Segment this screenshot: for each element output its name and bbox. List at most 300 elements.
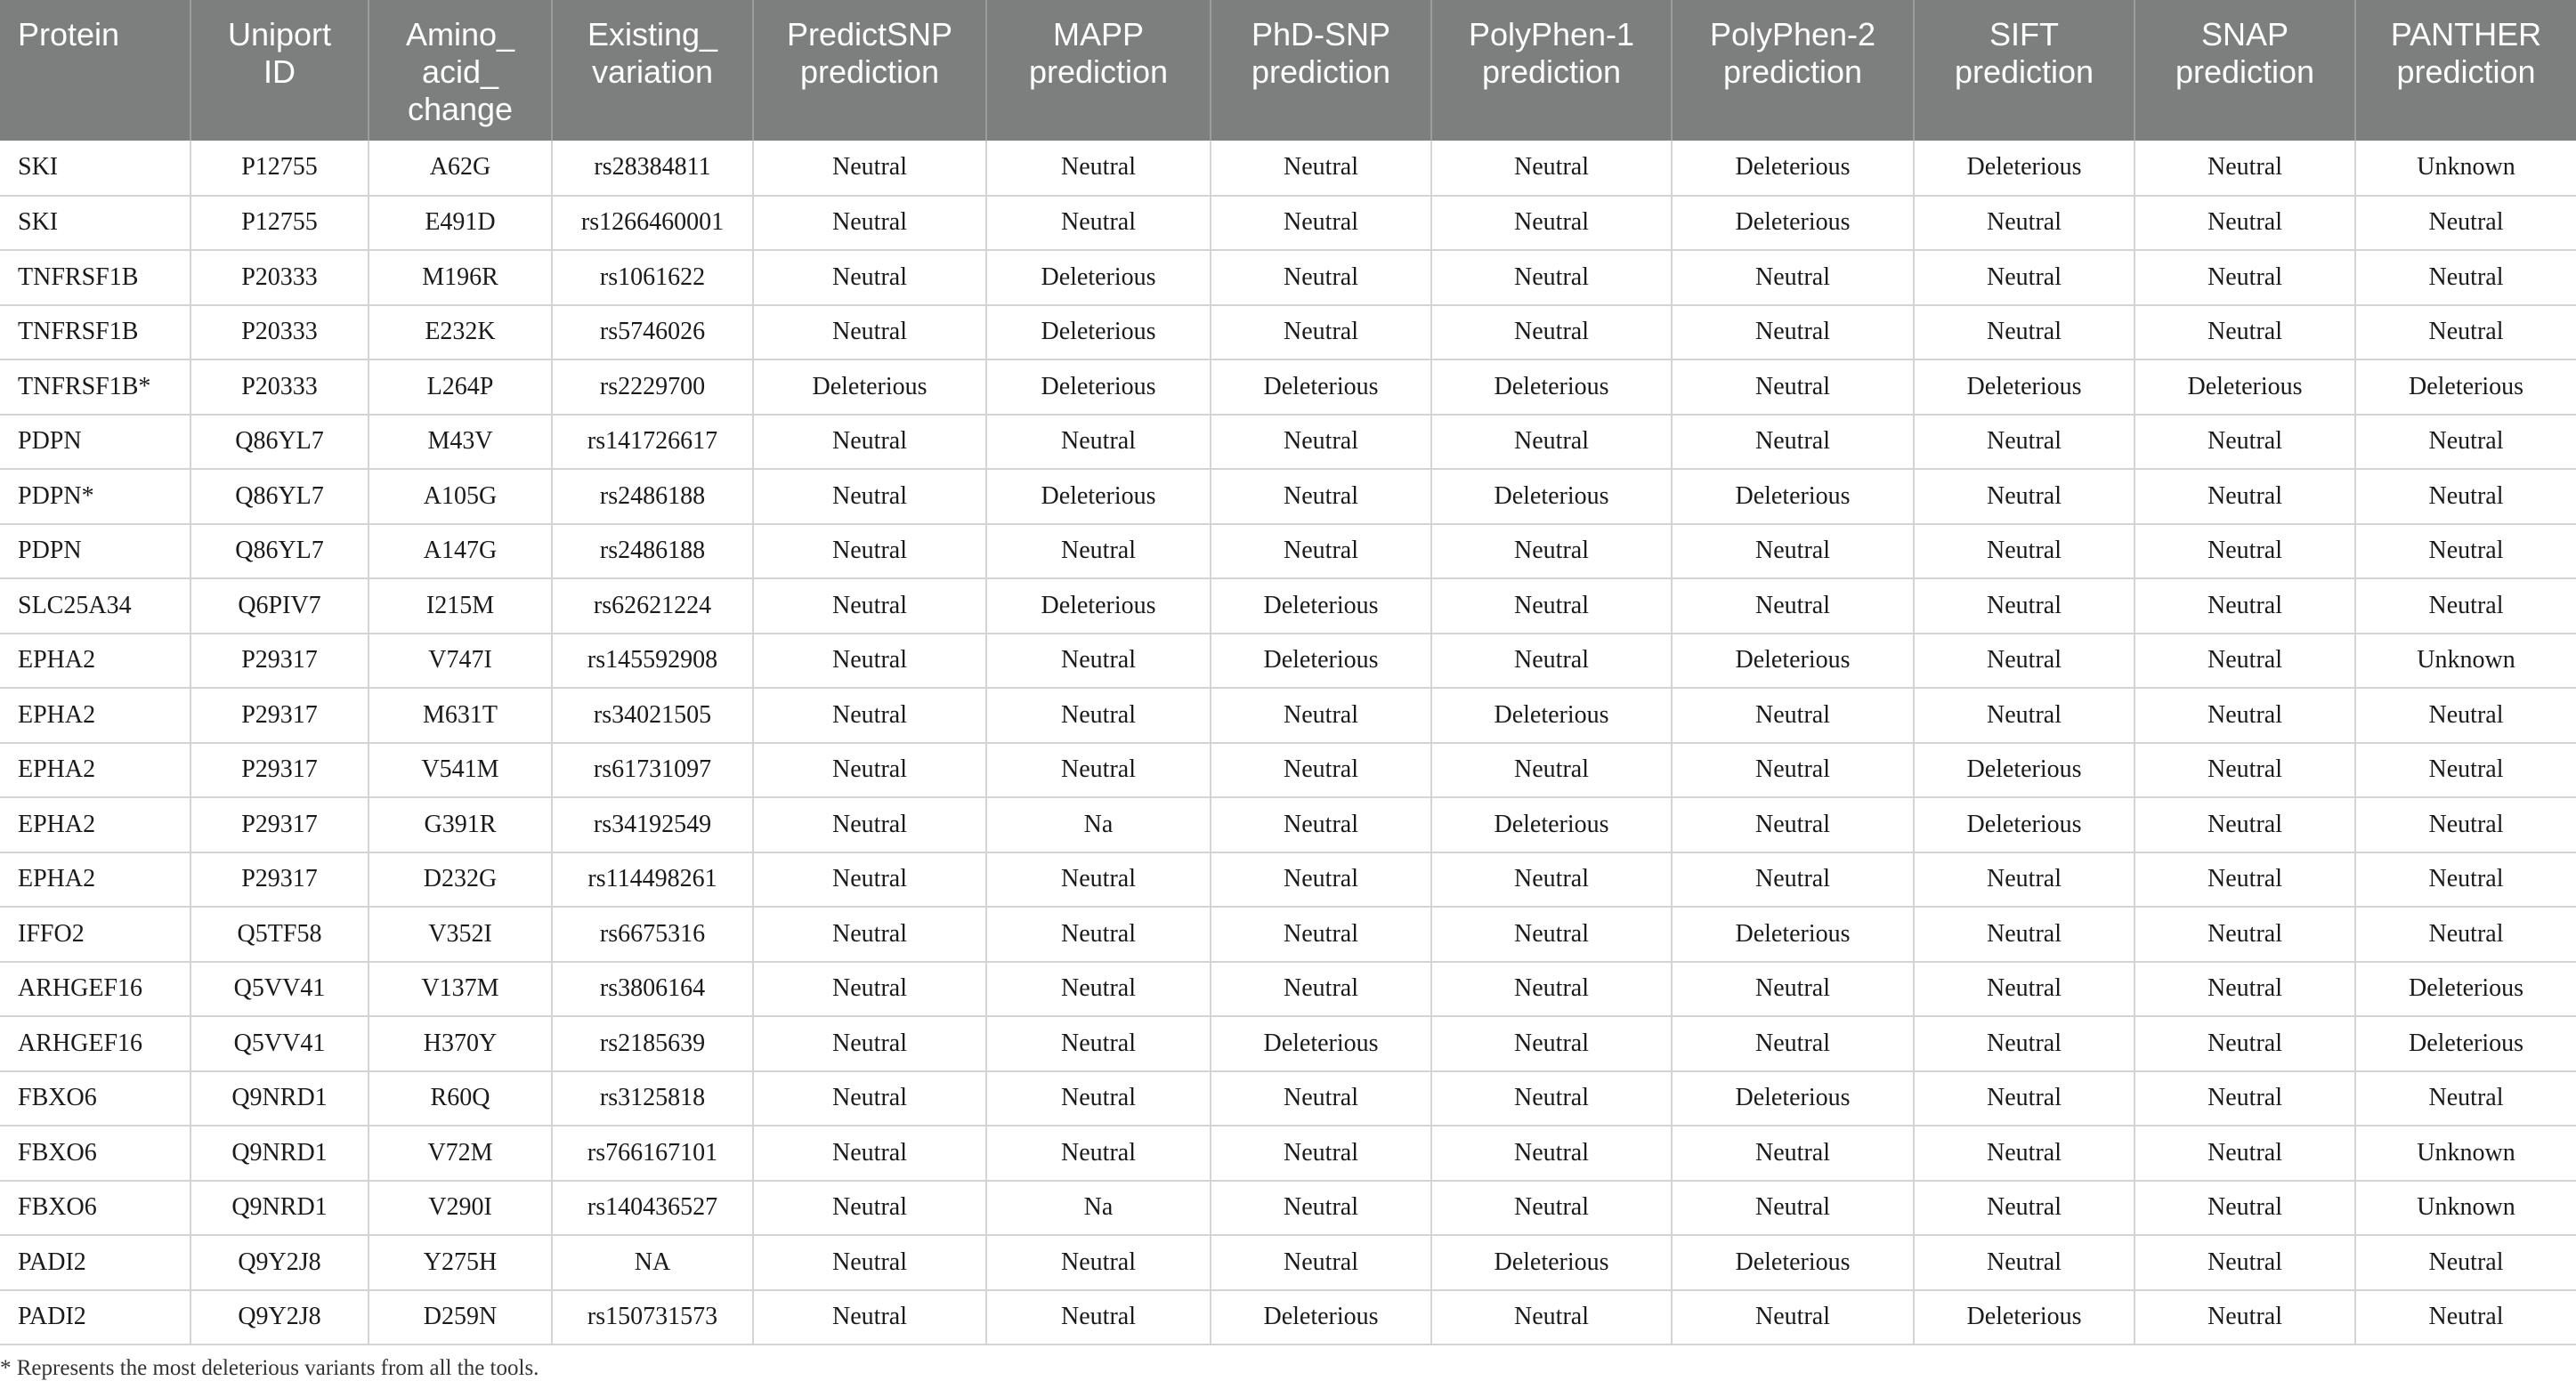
cell-predictsnp-prediction: Neutral	[753, 634, 986, 689]
cell-phd-snp-prediction: Neutral	[1211, 1181, 1431, 1236]
cell-protein: IFFO2	[0, 907, 190, 962]
cell-existing-variation: rs140436527	[552, 1181, 753, 1236]
cell-snap-prediction: Neutral	[2135, 1235, 2355, 1290]
cell-mapp-prediction: Neutral	[986, 962, 1211, 1017]
cell-mapp-prediction: Neutral	[986, 415, 1211, 470]
cell-panther-prediction: Neutral	[2355, 797, 2576, 852]
cell-amino-acid-change: E232K	[369, 305, 552, 360]
cell-phd-snp-prediction: Deleterious	[1211, 1290, 1431, 1345]
cell-predictsnp-prediction: Neutral	[753, 962, 986, 1017]
cell-existing-variation: rs2229700	[552, 359, 753, 415]
table-footnote: * Represents the most deleterious variants from all the tools.	[0, 1356, 539, 1380]
table-row	[0, 524, 2576, 579]
cell-mapp-prediction: Neutral	[986, 852, 1211, 908]
cell-snap-prediction: Deleterious	[2135, 359, 2355, 415]
cell-protein: FBXO6	[0, 1126, 190, 1181]
column-header-uniport-id: Uniport ID	[190, 0, 369, 141]
cell-panther-prediction: Neutral	[2355, 1071, 2576, 1126]
cell-phd-snp-prediction: Deleterious	[1211, 578, 1431, 634]
cell-protein: EPHA2	[0, 797, 190, 852]
cell-existing-variation: rs766167101	[552, 1126, 753, 1181]
cell-sift-prediction: Neutral	[1914, 415, 2135, 470]
cell-polyphen-1-prediction: Neutral	[1431, 1290, 1672, 1345]
column-header-snap-prediction: SNAP prediction	[2135, 0, 2355, 141]
table-row	[0, 743, 2576, 798]
cell-panther-prediction: Deleterious	[2355, 359, 2576, 415]
cell-protein: PADI2	[0, 1235, 190, 1290]
table-row	[0, 797, 2576, 852]
cell-polyphen-2-prediction: Neutral	[1672, 250, 1914, 305]
cell-polyphen-2-prediction: Neutral	[1672, 359, 1914, 415]
cell-uniport-id: P20333	[190, 305, 369, 360]
cell-amino-acid-change: V541M	[369, 743, 552, 798]
cell-polyphen-1-prediction: Neutral	[1431, 1016, 1672, 1071]
cell-polyphen-1-prediction: Neutral	[1431, 250, 1672, 305]
cell-existing-variation: rs3806164	[552, 962, 753, 1017]
cell-existing-variation: rs2185639	[552, 1016, 753, 1071]
cell-snap-prediction: Neutral	[2135, 688, 2355, 743]
cell-polyphen-2-prediction: Neutral	[1672, 1126, 1914, 1181]
cell-sift-prediction: Neutral	[1914, 634, 2135, 689]
cell-mapp-prediction: Deleterious	[986, 578, 1211, 634]
cell-protein: EPHA2	[0, 852, 190, 908]
table-row	[0, 688, 2576, 743]
cell-amino-acid-change: M631T	[369, 688, 552, 743]
cell-amino-acid-change: V137M	[369, 962, 552, 1017]
table-body	[0, 141, 2576, 1345]
cell-amino-acid-change: L264P	[369, 359, 552, 415]
cell-existing-variation: rs1266460001	[552, 196, 753, 251]
cell-polyphen-1-prediction: Neutral	[1431, 962, 1672, 1017]
cell-protein: TNFRSF1B	[0, 250, 190, 305]
column-header-sift-prediction: SIFT prediction	[1914, 0, 2135, 141]
cell-snap-prediction: Neutral	[2135, 962, 2355, 1017]
cell-protein: EPHA2	[0, 688, 190, 743]
cell-mapp-prediction: Na	[986, 797, 1211, 852]
cell-phd-snp-prediction: Neutral	[1211, 1126, 1431, 1181]
cell-polyphen-1-prediction: Neutral	[1431, 305, 1672, 360]
cell-existing-variation: rs28384811	[552, 141, 753, 196]
cell-panther-prediction: Neutral	[2355, 743, 2576, 798]
cell-protein: PDPN	[0, 415, 190, 470]
cell-phd-snp-prediction: Deleterious	[1211, 359, 1431, 415]
cell-polyphen-1-prediction: Neutral	[1431, 1126, 1672, 1181]
cell-predictsnp-prediction: Neutral	[753, 305, 986, 360]
cell-panther-prediction: Neutral	[2355, 688, 2576, 743]
cell-existing-variation: rs141726617	[552, 415, 753, 470]
cell-amino-acid-change: E491D	[369, 196, 552, 251]
cell-panther-prediction: Deleterious	[2355, 962, 2576, 1017]
cell-mapp-prediction: Deleterious	[986, 250, 1211, 305]
cell-phd-snp-prediction: Neutral	[1211, 469, 1431, 524]
cell-existing-variation: rs2486188	[552, 469, 753, 524]
cell-protein: TNFRSF1B*	[0, 359, 190, 415]
cell-phd-snp-prediction: Neutral	[1211, 1235, 1431, 1290]
cell-polyphen-2-prediction: Neutral	[1672, 1016, 1914, 1071]
cell-polyphen-2-prediction: Deleterious	[1672, 907, 1914, 962]
cell-sift-prediction: Deleterious	[1914, 141, 2135, 196]
cell-predictsnp-prediction: Neutral	[753, 469, 986, 524]
cell-existing-variation: NA	[552, 1235, 753, 1290]
cell-polyphen-2-prediction: Neutral	[1672, 962, 1914, 1017]
cell-uniport-id: P29317	[190, 688, 369, 743]
cell-protein: FBXO6	[0, 1181, 190, 1236]
cell-uniport-id: Q9NRD1	[190, 1071, 369, 1126]
cell-existing-variation: rs114498261	[552, 852, 753, 908]
table-row	[0, 141, 2576, 196]
cell-uniport-id: P29317	[190, 797, 369, 852]
cell-existing-variation: rs34192549	[552, 797, 753, 852]
cell-mapp-prediction: Neutral	[986, 688, 1211, 743]
table-row	[0, 415, 2576, 470]
cell-sift-prediction: Deleterious	[1914, 1290, 2135, 1345]
cell-amino-acid-change: D259N	[369, 1290, 552, 1345]
cell-uniport-id: Q86YL7	[190, 524, 369, 579]
cell-snap-prediction: Neutral	[2135, 141, 2355, 196]
cell-amino-acid-change: G391R	[369, 797, 552, 852]
cell-snap-prediction: Neutral	[2135, 1126, 2355, 1181]
cell-uniport-id: Q5TF58	[190, 907, 369, 962]
cell-mapp-prediction: Deleterious	[986, 469, 1211, 524]
cell-existing-variation: rs61731097	[552, 743, 753, 798]
table-row	[0, 907, 2576, 962]
cell-predictsnp-prediction: Neutral	[753, 1290, 986, 1345]
cell-snap-prediction: Neutral	[2135, 415, 2355, 470]
cell-mapp-prediction: Neutral	[986, 524, 1211, 579]
cell-amino-acid-change: V72M	[369, 1126, 552, 1181]
cell-phd-snp-prediction: Neutral	[1211, 688, 1431, 743]
cell-existing-variation: rs1061622	[552, 250, 753, 305]
cell-protein: EPHA2	[0, 634, 190, 689]
table-row	[0, 852, 2576, 908]
cell-uniport-id: Q9Y2J8	[190, 1290, 369, 1345]
cell-amino-acid-change: I215M	[369, 578, 552, 634]
cell-existing-variation: rs6675316	[552, 907, 753, 962]
cell-phd-snp-prediction: Neutral	[1211, 141, 1431, 196]
cell-polyphen-2-prediction: Neutral	[1672, 743, 1914, 798]
cell-protein: ARHGEF16	[0, 1016, 190, 1071]
cell-polyphen-2-prediction: Neutral	[1672, 852, 1914, 908]
cell-snap-prediction: Neutral	[2135, 1071, 2355, 1126]
cell-panther-prediction: Unknown	[2355, 634, 2576, 689]
cell-protein: PDPN	[0, 524, 190, 579]
table-row	[0, 578, 2576, 634]
table-row	[0, 962, 2576, 1017]
cell-amino-acid-change: V747I	[369, 634, 552, 689]
cell-polyphen-2-prediction: Neutral	[1672, 415, 1914, 470]
cell-phd-snp-prediction: Neutral	[1211, 305, 1431, 360]
cell-uniport-id: Q5VV41	[190, 962, 369, 1017]
cell-uniport-id: Q86YL7	[190, 415, 369, 470]
table-row	[0, 1181, 2576, 1236]
cell-sift-prediction: Neutral	[1914, 852, 2135, 908]
cell-protein: EPHA2	[0, 743, 190, 798]
cell-polyphen-2-prediction: Neutral	[1672, 524, 1914, 579]
cell-phd-snp-prediction: Neutral	[1211, 196, 1431, 251]
cell-phd-snp-prediction: Neutral	[1211, 250, 1431, 305]
cell-uniport-id: P29317	[190, 852, 369, 908]
cell-mapp-prediction: Neutral	[986, 1290, 1211, 1345]
cell-sift-prediction: Neutral	[1914, 688, 2135, 743]
table-row	[0, 359, 2576, 415]
cell-existing-variation: rs62621224	[552, 578, 753, 634]
cell-protein: SKI	[0, 141, 190, 196]
cell-panther-prediction: Unknown	[2355, 1181, 2576, 1236]
cell-amino-acid-change: A105G	[369, 469, 552, 524]
cell-phd-snp-prediction: Deleterious	[1211, 634, 1431, 689]
column-header-polyphen-1-prediction: PolyPhen-1 prediction	[1431, 0, 1672, 141]
cell-sift-prediction: Neutral	[1914, 469, 2135, 524]
cell-protein: PADI2	[0, 1290, 190, 1345]
table-row	[0, 634, 2576, 689]
cell-predictsnp-prediction: Neutral	[753, 415, 986, 470]
column-header-phd-snp-prediction: PhD-SNP prediction	[1211, 0, 1431, 141]
cell-uniport-id: P20333	[190, 250, 369, 305]
cell-sift-prediction: Neutral	[1914, 1071, 2135, 1126]
cell-predictsnp-prediction: Deleterious	[753, 359, 986, 415]
cell-amino-acid-change: M43V	[369, 415, 552, 470]
cell-amino-acid-change: M196R	[369, 250, 552, 305]
cell-phd-snp-prediction: Neutral	[1211, 524, 1431, 579]
cell-amino-acid-change: D232G	[369, 852, 552, 908]
column-header-polyphen-2-prediction: PolyPhen-2 prediction	[1672, 0, 1914, 141]
column-header-predictsnp-prediction: PredictSNP prediction	[753, 0, 986, 141]
cell-mapp-prediction: Neutral	[986, 1016, 1211, 1071]
cell-panther-prediction: Neutral	[2355, 196, 2576, 251]
cell-mapp-prediction: Neutral	[986, 907, 1211, 962]
header-row	[0, 0, 2576, 141]
cell-uniport-id: Q6PIV7	[190, 578, 369, 634]
cell-mapp-prediction: Neutral	[986, 141, 1211, 196]
cell-polyphen-1-prediction: Deleterious	[1431, 469, 1672, 524]
cell-panther-prediction: Neutral	[2355, 415, 2576, 470]
cell-snap-prediction: Neutral	[2135, 250, 2355, 305]
cell-sift-prediction: Neutral	[1914, 1016, 2135, 1071]
cell-existing-variation: rs5746026	[552, 305, 753, 360]
table-row	[0, 305, 2576, 360]
cell-sift-prediction: Neutral	[1914, 305, 2135, 360]
cell-mapp-prediction: Neutral	[986, 1126, 1211, 1181]
cell-amino-acid-change: A147G	[369, 524, 552, 579]
cell-snap-prediction: Neutral	[2135, 797, 2355, 852]
cell-polyphen-1-prediction: Neutral	[1431, 578, 1672, 634]
cell-existing-variation: rs145592908	[552, 634, 753, 689]
cell-uniport-id: Q9Y2J8	[190, 1235, 369, 1290]
cell-polyphen-1-prediction: Neutral	[1431, 524, 1672, 579]
cell-sift-prediction: Neutral	[1914, 524, 2135, 579]
cell-polyphen-1-prediction: Neutral	[1431, 1181, 1672, 1236]
table-row	[0, 1290, 2576, 1345]
cell-amino-acid-change: H370Y	[369, 1016, 552, 1071]
cell-phd-snp-prediction: Neutral	[1211, 797, 1431, 852]
cell-panther-prediction: Neutral	[2355, 907, 2576, 962]
column-header-existing-variation: Existing_ variation	[552, 0, 753, 141]
cell-snap-prediction: Neutral	[2135, 1016, 2355, 1071]
cell-amino-acid-change: A62G	[369, 141, 552, 196]
cell-protein: PDPN*	[0, 469, 190, 524]
cell-snap-prediction: Neutral	[2135, 524, 2355, 579]
cell-polyphen-1-prediction: Neutral	[1431, 743, 1672, 798]
cell-sift-prediction: Neutral	[1914, 1126, 2135, 1181]
cell-polyphen-1-prediction: Deleterious	[1431, 797, 1672, 852]
cell-polyphen-1-prediction: Deleterious	[1431, 359, 1672, 415]
cell-sift-prediction: Neutral	[1914, 1181, 2135, 1236]
cell-predictsnp-prediction: Neutral	[753, 196, 986, 251]
cell-sift-prediction: Neutral	[1914, 907, 2135, 962]
cell-predictsnp-prediction: Neutral	[753, 1016, 986, 1071]
cell-sift-prediction: Neutral	[1914, 250, 2135, 305]
cell-protein: SKI	[0, 196, 190, 251]
cell-polyphen-1-prediction: Deleterious	[1431, 1235, 1672, 1290]
cell-sift-prediction: Deleterious	[1914, 359, 2135, 415]
cell-protein: SLC25A34	[0, 578, 190, 634]
cell-predictsnp-prediction: Neutral	[753, 743, 986, 798]
cell-panther-prediction: Deleterious	[2355, 1016, 2576, 1071]
cell-predictsnp-prediction: Neutral	[753, 250, 986, 305]
cell-mapp-prediction: Deleterious	[986, 359, 1211, 415]
cell-uniport-id: P29317	[190, 743, 369, 798]
cell-polyphen-1-prediction: Neutral	[1431, 1071, 1672, 1126]
cell-sift-prediction: Neutral	[1914, 1235, 2135, 1290]
cell-polyphen-2-prediction: Neutral	[1672, 1290, 1914, 1345]
cell-polyphen-2-prediction: Neutral	[1672, 578, 1914, 634]
cell-panther-prediction: Unknown	[2355, 1126, 2576, 1181]
cell-sift-prediction: Neutral	[1914, 578, 2135, 634]
cell-predictsnp-prediction: Neutral	[753, 141, 986, 196]
cell-predictsnp-prediction: Neutral	[753, 1071, 986, 1126]
cell-mapp-prediction: Neutral	[986, 196, 1211, 251]
cell-snap-prediction: Neutral	[2135, 634, 2355, 689]
cell-polyphen-2-prediction: Neutral	[1672, 1181, 1914, 1236]
table-row	[0, 250, 2576, 305]
cell-polyphen-1-prediction: Deleterious	[1431, 688, 1672, 743]
cell-snap-prediction: Neutral	[2135, 852, 2355, 908]
cell-mapp-prediction: Na	[986, 1181, 1211, 1236]
cell-uniport-id: Q5VV41	[190, 1016, 369, 1071]
cell-amino-acid-change: V352I	[369, 907, 552, 962]
cell-polyphen-2-prediction: Neutral	[1672, 305, 1914, 360]
cell-polyphen-2-prediction: Deleterious	[1672, 634, 1914, 689]
cell-predictsnp-prediction: Neutral	[753, 1235, 986, 1290]
cell-amino-acid-change: V290I	[369, 1181, 552, 1236]
cell-polyphen-1-prediction: Neutral	[1431, 415, 1672, 470]
cell-mapp-prediction: Neutral	[986, 634, 1211, 689]
cell-uniport-id: P29317	[190, 634, 369, 689]
cell-polyphen-2-prediction: Deleterious	[1672, 1235, 1914, 1290]
cell-phd-snp-prediction: Neutral	[1211, 743, 1431, 798]
cell-uniport-id: Q86YL7	[190, 469, 369, 524]
cell-existing-variation: rs150731573	[552, 1290, 753, 1345]
column-header-panther-prediction: PANTHER prediction	[2390, 16, 2542, 90]
cell-panther-prediction: Neutral	[2355, 1235, 2576, 1290]
cell-mapp-prediction: Deleterious	[986, 305, 1211, 360]
cell-polyphen-2-prediction: Deleterious	[1672, 141, 1914, 196]
cell-panther-prediction: Neutral	[2355, 305, 2576, 360]
cell-phd-snp-prediction: Neutral	[1211, 962, 1431, 1017]
cell-sift-prediction: Neutral	[1914, 962, 2135, 1017]
table-header	[0, 0, 2576, 141]
cell-predictsnp-prediction: Neutral	[753, 797, 986, 852]
cell-snap-prediction: Neutral	[2135, 578, 2355, 634]
cell-snap-prediction: Neutral	[2135, 907, 2355, 962]
cell-polyphen-1-prediction: Neutral	[1431, 141, 1672, 196]
cell-snap-prediction: Neutral	[2135, 1181, 2355, 1236]
cell-amino-acid-change: R60Q	[369, 1071, 552, 1126]
cell-predictsnp-prediction: Neutral	[753, 907, 986, 962]
cell-panther-prediction: Neutral	[2355, 250, 2576, 305]
column-header-amino-acid-change: Amino_ acid_ change	[369, 0, 552, 141]
cell-mapp-prediction: Neutral	[986, 1071, 1211, 1126]
cell-protein: FBXO6	[0, 1071, 190, 1126]
cell-sift-prediction: Deleterious	[1914, 797, 2135, 852]
cell-polyphen-2-prediction: Neutral	[1672, 688, 1914, 743]
cell-snap-prediction: Neutral	[2135, 196, 2355, 251]
cell-phd-snp-prediction: Neutral	[1211, 852, 1431, 908]
cell-uniport-id: P20333	[190, 359, 369, 415]
table-row	[0, 1126, 2576, 1181]
cell-polyphen-2-prediction: Deleterious	[1672, 469, 1914, 524]
cell-panther-prediction: Neutral	[2355, 578, 2576, 634]
cell-predictsnp-prediction: Neutral	[753, 1181, 986, 1236]
cell-sift-prediction: Neutral	[1914, 196, 2135, 251]
cell-existing-variation: rs34021505	[552, 688, 753, 743]
cell-polyphen-1-prediction: Neutral	[1431, 907, 1672, 962]
cell-predictsnp-prediction: Neutral	[753, 1126, 986, 1181]
cell-polyphen-1-prediction: Neutral	[1431, 852, 1672, 908]
cell-panther-prediction: Neutral	[2355, 1290, 2576, 1345]
cell-polyphen-2-prediction: Neutral	[1672, 797, 1914, 852]
cell-phd-snp-prediction: Deleterious	[1211, 1016, 1431, 1071]
cell-uniport-id: P12755	[190, 196, 369, 251]
cell-panther-prediction: Neutral	[2355, 852, 2576, 908]
cell-snap-prediction: Neutral	[2135, 469, 2355, 524]
cell-mapp-prediction: Neutral	[986, 743, 1211, 798]
cell-polyphen-1-prediction: Neutral	[1431, 634, 1672, 689]
cell-existing-variation: rs3125818	[552, 1071, 753, 1126]
cell-polyphen-1-prediction: Neutral	[1431, 196, 1672, 251]
cell-phd-snp-prediction: Neutral	[1211, 1071, 1431, 1126]
cell-existing-variation: rs2486188	[552, 524, 753, 579]
cell-predictsnp-prediction: Neutral	[753, 578, 986, 634]
table-row	[0, 1235, 2576, 1290]
cell-polyphen-2-prediction: Deleterious	[1672, 196, 1914, 251]
table-row	[0, 1071, 2576, 1126]
cell-sift-prediction: Deleterious	[1914, 743, 2135, 798]
cell-uniport-id: P12755	[190, 141, 369, 196]
cell-uniport-id: Q9NRD1	[190, 1181, 369, 1236]
cell-panther-prediction: Neutral	[2355, 469, 2576, 524]
cell-snap-prediction: Neutral	[2135, 1290, 2355, 1345]
cell-panther-prediction: Neutral	[2355, 524, 2576, 579]
cell-snap-prediction: Neutral	[2135, 743, 2355, 798]
cell-polyphen-2-prediction: Deleterious	[1672, 1071, 1914, 1126]
cell-phd-snp-prediction: Neutral	[1211, 907, 1431, 962]
table-row	[0, 469, 2576, 524]
table-row	[0, 196, 2576, 251]
cell-uniport-id: Q9NRD1	[190, 1126, 369, 1181]
cell-protein: ARHGEF16	[0, 962, 190, 1017]
cell-predictsnp-prediction: Neutral	[753, 852, 986, 908]
table-row	[0, 1016, 2576, 1071]
cell-amino-acid-change: Y275H	[369, 1235, 552, 1290]
cell-panther-prediction: Unknown	[2355, 141, 2576, 196]
cell-snap-prediction: Neutral	[2135, 305, 2355, 360]
cell-predictsnp-prediction: Neutral	[753, 688, 986, 743]
column-header-mapp-prediction: MAPP prediction	[986, 0, 1211, 141]
cell-mapp-prediction: Neutral	[986, 1235, 1211, 1290]
column-header-protein: Protein	[0, 0, 190, 141]
cell-predictsnp-prediction: Neutral	[753, 524, 986, 579]
